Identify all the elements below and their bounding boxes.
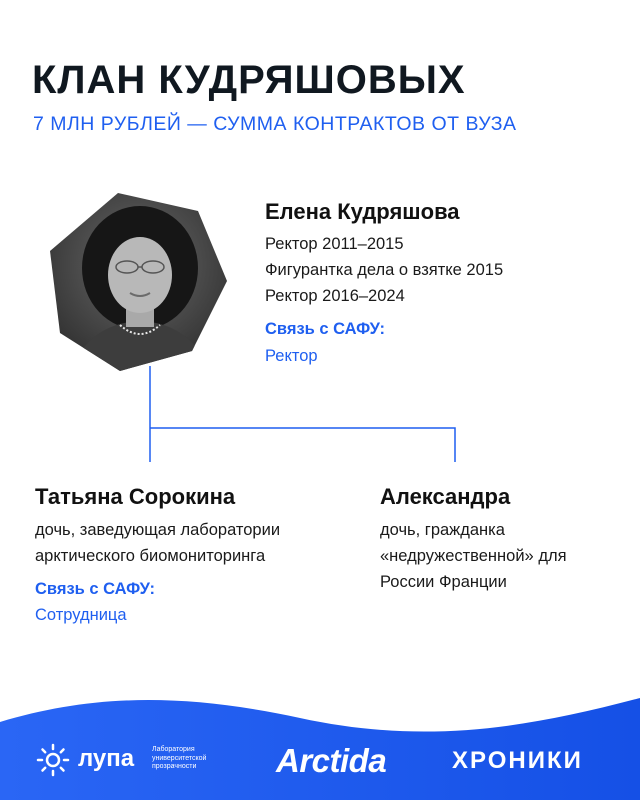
main-person-name: Елена Кудряшова — [265, 199, 460, 224]
child-left-link-value: Сотрудница — [35, 606, 127, 624]
page-title: КЛАН КУДРЯШОВЫХ — [32, 58, 466, 102]
chroniki-logo: ХРОНИКИ — [452, 747, 583, 774]
child-left-desc-2: арктического биомониторинга — [35, 547, 266, 565]
page-subtitle: 7 МЛН РУБЛЕЙ — СУММА КОНТРАКТОВ ОТ ВУЗА — [33, 113, 517, 135]
child-left-name: Татьяна Сорокина — [35, 484, 236, 509]
main-person-link-label: Связь с САФУ: — [265, 320, 385, 338]
child-right-name: Александра — [380, 484, 511, 509]
main-person-role-3: Ректор 2016–2024 — [265, 287, 405, 305]
child-right-desc-2: «недружественной» для — [380, 547, 567, 565]
child-left-desc-1: дочь, заведующая лаборатории — [35, 521, 281, 539]
lupa-logo-subtitle: Лаборатория университетской прозрачности — [152, 746, 207, 770]
sun-icon — [36, 743, 70, 777]
child-right-desc-1: дочь, гражданка — [380, 521, 505, 539]
lupa-logo-text: лупа — [78, 745, 135, 772]
arctida-logo: Arctida — [276, 742, 387, 779]
main-person-link-value: Ректор — [265, 347, 318, 365]
main-person-role-1: Ректор 2011–2015 — [265, 235, 404, 253]
main-person-role-2: Фигурантка дела о взятке 2015 — [265, 261, 504, 279]
child-right-desc-3: России Франции — [380, 573, 507, 591]
child-left-link-label: Связь с САФУ: — [35, 580, 155, 598]
